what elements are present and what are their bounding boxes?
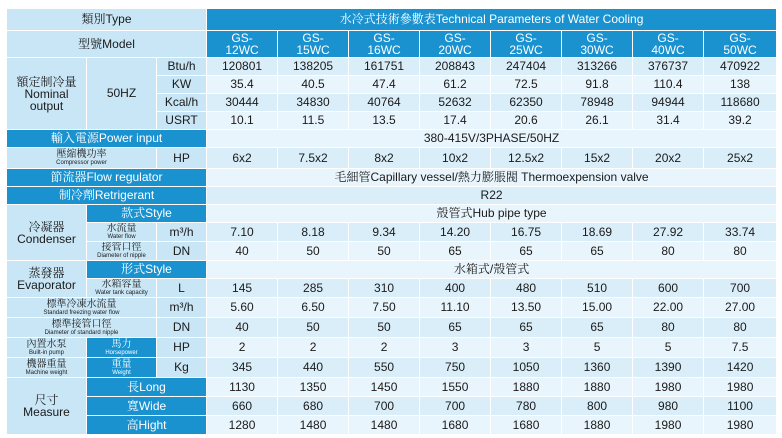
label-cn: 重量	[111, 358, 132, 370]
value-cell: 247404	[491, 58, 562, 76]
value-cell: 7.50	[349, 298, 420, 318]
value-cell: 30444	[207, 94, 278, 112]
value-cell: 40.5	[278, 76, 349, 94]
label-cn: GS-	[515, 31, 537, 45]
label-en: Horsepower	[105, 349, 138, 356]
value-cell: 1450	[349, 378, 420, 397]
spec-table-body	[7, 9, 777, 435]
compressor-label	[7, 148, 157, 169]
value-cell: 16.75	[491, 223, 562, 242]
value-cell: 138	[704, 76, 777, 94]
value-cell: 1280	[207, 416, 278, 435]
value-cell: 26.1	[562, 112, 633, 130]
model-row	[7, 31, 777, 58]
value-cell: 61.2	[420, 76, 491, 94]
value-cell: 50	[349, 242, 420, 261]
value-cell: 7.5x2	[278, 148, 349, 169]
water-flow-label	[87, 223, 157, 242]
label-cn: GS-	[657, 31, 679, 45]
label-cn: GS-	[231, 31, 253, 45]
value-cell: 1880	[562, 416, 633, 435]
value-cell: 50	[278, 318, 349, 338]
condenser-nipple-row	[7, 242, 777, 261]
value-cell: 20x2	[633, 148, 704, 169]
value-cell: 9.34	[349, 223, 420, 242]
model-header	[207, 31, 278, 58]
refrigerant-value: R22	[207, 187, 777, 205]
condenser-label-line: 冷凝器	[28, 219, 65, 234]
model-header	[420, 31, 491, 58]
value-cell: 110.4	[633, 76, 704, 94]
label-en: Machine weight	[25, 369, 68, 376]
value-cell: 3	[420, 338, 491, 358]
label-en: 40WC	[651, 43, 685, 57]
measure-dimension-label: 長Long	[87, 378, 207, 397]
value-cell: 7.10	[207, 223, 278, 242]
value-cell: 15.00	[562, 298, 633, 318]
value-cell: 1420	[704, 358, 777, 378]
value-cell: 72.5	[491, 76, 562, 94]
evaporator-label	[7, 261, 87, 298]
value-cell: 33.74	[704, 223, 777, 242]
measure-dimension-label: 高Hight	[87, 416, 207, 435]
label-cn: 壓縮機功率	[56, 149, 107, 160]
value-cell: 1550	[420, 378, 491, 397]
measure-row	[7, 416, 777, 435]
unit-cell: HP	[157, 148, 207, 169]
value-cell: 8x2	[349, 148, 420, 169]
cooling-label	[7, 58, 87, 130]
measure-label-line: Measure	[23, 405, 70, 419]
value-cell: 1880	[491, 378, 562, 397]
value-cell: 80	[633, 318, 704, 338]
value-cell: 1680	[491, 416, 562, 435]
label-en: Built-in pump	[28, 349, 64, 356]
weight-row	[7, 358, 777, 378]
value-cell: 65	[420, 242, 491, 261]
value-cell: 94944	[633, 94, 704, 112]
model-header	[633, 31, 704, 58]
value-cell: 40764	[349, 94, 420, 112]
flow-regulator-value: 毛細管Capillary vessel/熱力膨脹閥 Thermoexpension valve	[207, 169, 777, 187]
label-cn: 馬力	[111, 338, 132, 350]
value-cell: 65	[562, 242, 633, 261]
evaporator-style-value: 水箱式/殼管式	[207, 261, 777, 279]
value-cell: 138205	[278, 58, 349, 76]
value-cell: 660	[207, 397, 278, 416]
value-cell: 50	[349, 318, 420, 338]
value-cell: 680	[278, 397, 349, 416]
value-cell: 5	[633, 338, 704, 358]
unit-cell: DN	[157, 318, 207, 338]
value-cell: 118680	[704, 94, 777, 112]
condenser-water-flow-row	[7, 223, 777, 242]
value-cell: 800	[562, 397, 633, 416]
value-cell: 11.5	[278, 112, 349, 130]
value-cell: 1980	[633, 378, 704, 397]
value-cell: 17.4	[420, 112, 491, 130]
model-label: 型號Model	[7, 31, 207, 58]
value-cell: 1980	[704, 416, 777, 435]
value-cell: 3	[491, 338, 562, 358]
label-en: Weight	[112, 369, 131, 376]
label-en: 25WC	[509, 43, 543, 57]
pump-sub-label	[87, 338, 157, 358]
category-label: 類別Type	[7, 9, 207, 31]
value-cell: 80	[704, 242, 777, 261]
value-cell: 13.5	[349, 112, 420, 130]
label-cn: GS-	[586, 31, 608, 45]
value-cell: 11.10	[420, 298, 491, 318]
value-cell: 78948	[562, 94, 633, 112]
compressor-row	[7, 148, 777, 169]
value-cell: 700	[420, 397, 491, 416]
evaporator-label-line: Evaporator	[17, 278, 76, 292]
model-header	[278, 31, 349, 58]
value-cell: 1480	[278, 416, 349, 435]
label-cn: GS-	[444, 31, 466, 45]
value-cell: 31.4	[633, 112, 704, 130]
label-cn: GS-	[373, 31, 395, 45]
value-cell: 470922	[704, 58, 777, 76]
value-cell: 440	[278, 358, 349, 378]
value-cell: 285	[278, 279, 349, 298]
condenser-label-line: Condenser	[17, 231, 76, 246]
measure-row	[7, 397, 777, 416]
std-freezing-label	[7, 298, 157, 318]
label-en: 30WC	[580, 43, 614, 57]
value-cell: 1360	[562, 358, 633, 378]
value-cell: 91.8	[562, 76, 633, 94]
value-cell: 12.5x2	[491, 148, 562, 169]
cooling-label-line: output	[29, 98, 64, 113]
unit-cell: Btu/h	[157, 58, 207, 76]
value-cell: 780	[491, 397, 562, 416]
value-cell: 35.4	[207, 76, 278, 94]
cooling-label-line: 額定制冷量	[16, 74, 77, 89]
value-cell: 52632	[420, 94, 491, 112]
flow-regulator-row	[7, 169, 777, 187]
label-en: 12WC	[225, 43, 259, 57]
value-cell: 1130	[207, 378, 278, 397]
value-cell: 2	[349, 338, 420, 358]
value-cell: 6.50	[278, 298, 349, 318]
value-cell: 208843	[420, 58, 491, 76]
label-en: 16WC	[367, 43, 401, 57]
value-cell: 1100	[704, 397, 777, 416]
cooling-label-line: Nominal	[24, 86, 69, 101]
value-cell: 10.1	[207, 112, 278, 130]
value-cell: 6x2	[207, 148, 278, 169]
value-cell: 120801	[207, 58, 278, 76]
std-nipple-label	[7, 318, 157, 338]
unit-cell: L	[157, 279, 207, 298]
value-cell: 15x2	[562, 148, 633, 169]
value-cell: 27.00	[704, 298, 777, 318]
label-cn: 機器重量	[26, 358, 67, 370]
measure-label	[7, 378, 87, 435]
value-cell: 700	[704, 279, 777, 298]
weight-sub-label	[87, 358, 157, 378]
value-cell: 1980	[704, 378, 777, 397]
pump-row	[7, 338, 777, 358]
value-cell: 20.6	[491, 112, 562, 130]
value-cell: 510	[562, 279, 633, 298]
label-en: Water tank capacity	[95, 290, 148, 296]
value-cell: 62350	[491, 94, 562, 112]
tank-capacity-row	[7, 279, 777, 298]
value-cell: 2	[207, 338, 278, 358]
frequency-label: 50HZ	[87, 58, 157, 130]
value-cell: 65	[491, 318, 562, 338]
value-cell: 5	[562, 338, 633, 358]
label-cn: 接管口徑	[101, 242, 142, 253]
condenser-style-label: 款式Style	[87, 205, 207, 223]
unit-cell: Kg	[157, 358, 207, 378]
value-cell: 65	[562, 318, 633, 338]
value-cell: 39.2	[704, 112, 777, 130]
value-cell: 5.60	[207, 298, 278, 318]
value-cell: 14.20	[420, 223, 491, 242]
condenser-style-value: 殼管式Hub pipe type	[207, 205, 777, 223]
evaporator-style-row	[7, 261, 777, 279]
condenser-style-row	[7, 205, 777, 223]
label-en: 50WC	[723, 43, 757, 57]
value-cell: 750	[420, 358, 491, 378]
unit-cell: m³/h	[157, 298, 207, 318]
pump-label	[7, 338, 87, 358]
unit-cell: KW	[157, 76, 207, 94]
nipple-label	[87, 242, 157, 261]
label-en: Compressor power	[56, 160, 107, 166]
model-header	[562, 31, 633, 58]
label-cn: 標準接管口徑	[51, 318, 112, 330]
value-cell: 400	[420, 279, 491, 298]
power-input-row	[7, 130, 777, 148]
evaporator-label-line: 蒸發器	[28, 266, 65, 280]
value-cell: 18.69	[562, 223, 633, 242]
label-cn: 水箱容量	[101, 279, 142, 290]
value-cell: 310	[349, 279, 420, 298]
value-cell: 27.92	[633, 223, 704, 242]
table-title: 水冷式技術參數表Technical Parameters of Water Cooling	[207, 9, 777, 31]
value-cell: 8.18	[278, 223, 349, 242]
model-header	[704, 31, 777, 58]
value-cell: 1050	[491, 358, 562, 378]
value-cell: 480	[491, 279, 562, 298]
flow-regulator-label: 節流器Flow regulator	[7, 169, 207, 187]
label-cn: GS-	[729, 31, 751, 45]
value-cell: 13.50	[491, 298, 562, 318]
label-cn: 水流量	[106, 223, 137, 234]
value-cell: 80	[704, 318, 777, 338]
std-nipple-row	[7, 318, 777, 338]
label-en: Diameter of standard nipple	[44, 329, 119, 336]
value-cell: 2	[278, 338, 349, 358]
value-cell: 161751	[349, 58, 420, 76]
value-cell: 65	[420, 318, 491, 338]
value-cell: 50	[278, 242, 349, 261]
value-cell: 7.5	[704, 338, 777, 358]
title-row	[7, 9, 777, 31]
label-en: Diameter of nipple	[97, 253, 146, 259]
value-cell: 1480	[349, 416, 420, 435]
spec-table	[6, 8, 777, 435]
refrigerant-row	[7, 187, 777, 205]
measure-row	[7, 378, 777, 397]
measure-label-line: 尺寸	[34, 393, 59, 407]
label-cn: GS-	[302, 31, 324, 45]
value-cell: 550	[349, 358, 420, 378]
value-cell: 34830	[278, 94, 349, 112]
condenser-label	[7, 205, 87, 261]
value-cell: 1350	[278, 378, 349, 397]
evaporator-style-label: 形式Style	[87, 261, 207, 279]
cooling-row	[7, 58, 777, 76]
label-en: 20WC	[438, 43, 472, 57]
unit-cell: HP	[157, 338, 207, 358]
value-cell: 313266	[562, 58, 633, 76]
value-cell: 10x2	[420, 148, 491, 169]
value-cell: 47.4	[349, 76, 420, 94]
measure-dimension-label: 寬Wide	[87, 397, 207, 416]
value-cell: 700	[349, 397, 420, 416]
refrigerant-label: 制冷劑Retrigerant	[7, 187, 207, 205]
value-cell: 40	[207, 242, 278, 261]
value-cell: 600	[633, 279, 704, 298]
value-cell: 1980	[633, 416, 704, 435]
value-cell: 22.00	[633, 298, 704, 318]
value-cell: 80	[633, 242, 704, 261]
label-cn: 標準冷凍水流量	[46, 298, 117, 310]
label-en: Water flow	[107, 234, 136, 240]
power-input-value: 380-415V/3PHASE/50HZ	[207, 130, 777, 148]
label-en: Standard freezing water flow	[43, 309, 120, 316]
std-freezing-row	[7, 298, 777, 318]
value-cell: 1680	[420, 416, 491, 435]
unit-cell: m³/h	[157, 223, 207, 242]
value-cell: 25x2	[704, 148, 777, 169]
unit-cell: DN	[157, 242, 207, 261]
model-header	[491, 31, 562, 58]
label-en: 15WC	[296, 43, 330, 57]
power-input-label: 輸入電源Power input	[7, 130, 207, 148]
tank-capacity-label	[87, 279, 157, 298]
weight-label	[7, 358, 87, 378]
value-cell: 1390	[633, 358, 704, 378]
label-cn: 內置水泵	[26, 338, 67, 350]
value-cell: 980	[633, 397, 704, 416]
value-cell: 145	[207, 279, 278, 298]
unit-cell: Kcal/h	[157, 94, 207, 112]
value-cell: 1880	[562, 378, 633, 397]
value-cell: 345	[207, 358, 278, 378]
value-cell: 40	[207, 318, 278, 338]
unit-cell: USRT	[157, 112, 207, 130]
model-header	[349, 31, 420, 58]
value-cell: 65	[491, 242, 562, 261]
value-cell: 376737	[633, 58, 704, 76]
